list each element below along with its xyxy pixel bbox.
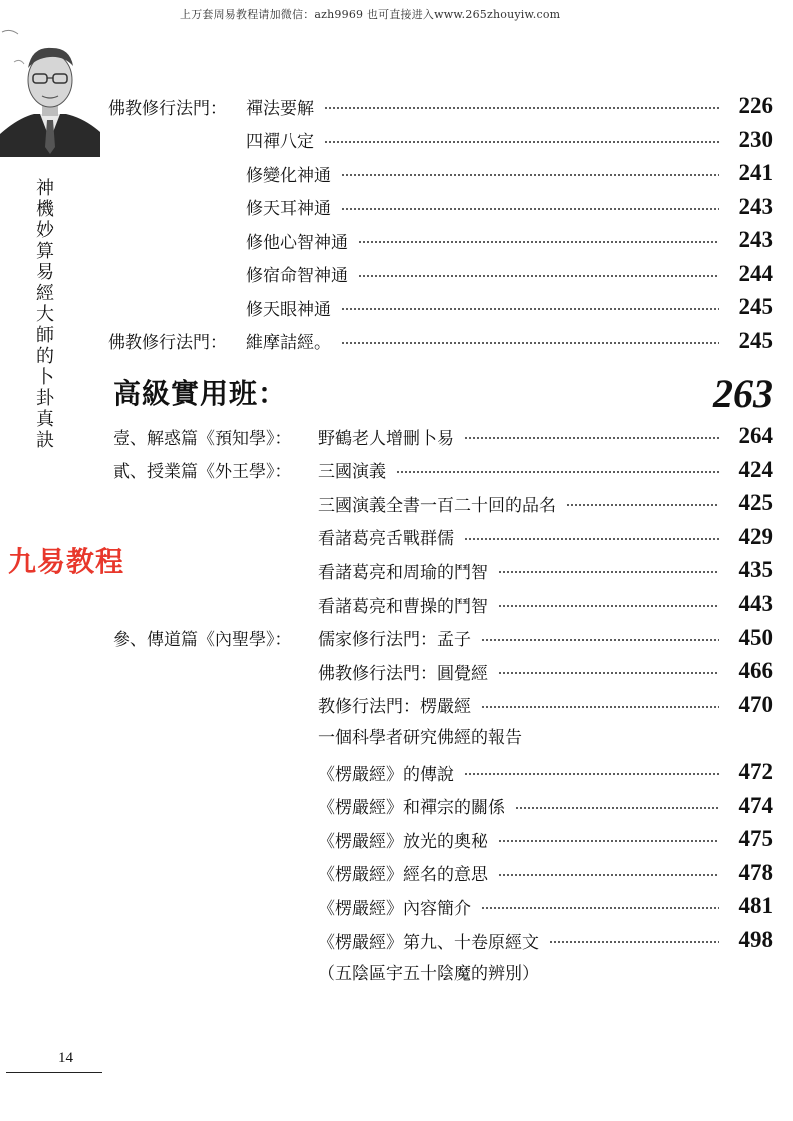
toc-entry — [318, 891, 773, 921]
toc-entry-title: 修天耳神通 — [246, 199, 331, 219]
toc-entry-prefix: 壹、解惑篇《預知學》： — [113, 428, 292, 449]
dot-leader — [341, 174, 719, 176]
toc-entry-title: 修宿命智神通 — [246, 266, 348, 286]
toc-entry-prefix: 貳、授業篇《外王學》： — [113, 462, 292, 483]
toc-entry-page: 264 — [738, 423, 773, 448]
toc-entry-title: 看諸葛亮和周瑜的鬥智 — [318, 562, 488, 583]
toc-entry-page: 466 — [738, 658, 773, 684]
toc-entry-title: 禪法要解 — [246, 98, 314, 119]
toc-entry-title: 維摩詰經。 — [246, 333, 331, 353]
toc-entry-page: 475 — [738, 826, 773, 852]
dot-leader — [396, 471, 719, 473]
toc-entry-page: 435 — [738, 557, 773, 583]
footer-rule — [6, 1072, 102, 1073]
toc-entry-title: （五陰區宇五十陰魔的辨別） — [318, 963, 539, 984]
toc-entry-title: 佛教修行法門：圓覺經 — [318, 663, 488, 684]
toc-entry — [318, 656, 773, 686]
dot-leader — [498, 840, 719, 842]
toc-entry-title: 《楞嚴經》內容簡介 — [318, 898, 471, 919]
dot-leader — [464, 773, 719, 775]
toc-entry-page: 498 — [738, 927, 773, 952]
toc-entry-title: 儒家修行法門：孟子 — [318, 630, 471, 651]
toc-entry-title: 四禪八定 — [246, 132, 314, 152]
section-page-number: 263 — [713, 371, 773, 416]
toc-entry-title: 看諸葛亮舌戰群儒 — [318, 529, 454, 550]
toc-entry-page: 424 — [738, 456, 773, 482]
page-number: 14 — [58, 1050, 73, 1066]
toc-entry-prefix: 佛教修行法門： — [108, 98, 227, 119]
dot-leader — [341, 208, 719, 210]
toc-entry-page: 470 — [738, 691, 773, 717]
toc-entry-page: 243 — [738, 227, 773, 252]
toc-entry-title: 《楞嚴經》第九、十卷原經文 — [318, 932, 539, 953]
toc-entry-title: 修天眼神通 — [246, 299, 331, 320]
dot-leader — [464, 437, 719, 439]
toc-entry-title: 《楞嚴經》經名的意思 — [318, 865, 488, 886]
watermark-text: 九易教程 — [8, 545, 125, 578]
dot-leader — [358, 275, 719, 277]
toc-entry-title: 《楞嚴經》和禪宗的關係 — [318, 798, 505, 819]
toc-entry-page: 241 — [738, 160, 773, 185]
toc-entry-title: 三國演義全書一百二十回的品名 — [318, 495, 556, 516]
toc-entry — [318, 723, 522, 753]
toc-entry-page: 226 — [738, 93, 773, 118]
toc-entry — [113, 455, 773, 485]
toc-entry — [318, 858, 773, 888]
dot-leader — [566, 504, 719, 506]
toc-entry-title: 野鶴老人增刪卜易 — [318, 428, 454, 449]
toc-entry-title: 修他心智神通 — [246, 232, 348, 253]
toc-entry — [108, 91, 773, 121]
top-banner: 上万套周易教程请加微信：azh9969 也可直接进入www.265zhouyiw.com — [180, 8, 561, 21]
toc-entry-title: 《楞嚴經》的傳說 — [318, 764, 454, 785]
toc-entry — [318, 824, 773, 854]
toc-entry — [246, 192, 773, 222]
toc-entry-prefix: 佛教修行法門： — [108, 333, 227, 353]
toc-entry-page: 481 — [738, 893, 773, 919]
toc-entry — [246, 125, 773, 155]
toc-entry-title: 一個科學者研究佛經的報告 — [318, 728, 522, 749]
toc-entry — [246, 158, 773, 188]
toc-entry-page: 450 — [738, 624, 773, 650]
toc-entry — [318, 690, 773, 720]
dot-leader — [324, 141, 719, 143]
toc-entry-page: 243 — [738, 193, 773, 219]
toc-entry — [318, 959, 539, 989]
toc-entry — [318, 925, 773, 955]
dot-leader — [341, 342, 719, 344]
toc-entry — [113, 623, 773, 653]
toc-entry-page: 425 — [738, 490, 773, 516]
toc-entry-title: 教修行法門：楞嚴經 — [318, 697, 471, 718]
toc-entry — [246, 292, 773, 322]
dot-leader — [481, 907, 719, 909]
dot-leader — [358, 241, 719, 243]
dot-leader — [341, 308, 719, 310]
dot-leader — [464, 538, 719, 540]
toc-entry-prefix: 參、傳道篇《內聖學》： — [113, 630, 292, 651]
toc-entry-page: 245 — [738, 294, 773, 319]
dot-leader — [498, 672, 719, 674]
dot-leader — [324, 107, 719, 109]
dot-leader — [498, 874, 719, 876]
author-portrait — [0, 22, 100, 157]
toc-entry — [113, 421, 773, 451]
toc-entry-page: 474 — [738, 792, 773, 818]
toc-entry-page: 245 — [738, 327, 773, 353]
toc-entry — [318, 555, 773, 585]
toc-entry-title: 看諸葛亮和曹操的鬥智 — [318, 596, 488, 617]
dot-leader — [498, 571, 719, 573]
toc-entry — [246, 225, 773, 255]
toc-entry — [318, 589, 773, 619]
toc-entry-page: 443 — [738, 591, 773, 616]
toc-entry-title: 修變化神通 — [246, 165, 331, 186]
toc-entry-title: 《楞嚴經》放光的奧秘 — [318, 831, 488, 852]
dot-leader — [481, 639, 719, 641]
toc-entry — [318, 488, 773, 518]
toc-entry — [108, 326, 773, 356]
toc-entry-page: 429 — [738, 523, 773, 549]
dot-leader — [549, 941, 719, 943]
dot-leader — [498, 605, 719, 607]
toc-entry — [318, 757, 773, 787]
toc-entry-page: 230 — [738, 126, 773, 152]
toc-entry — [246, 259, 773, 289]
toc-entry — [318, 522, 773, 552]
toc-entry — [318, 791, 773, 821]
vertical-book-title: 神機妙算易經大師的卜卦真訣 — [33, 178, 54, 451]
dot-leader — [481, 706, 719, 708]
dot-leader — [515, 807, 719, 809]
toc-entry-page: 478 — [738, 859, 773, 885]
toc-entry-page: 472 — [738, 759, 773, 784]
section-title: 高級實用班： — [113, 377, 288, 410]
portrait-image — [0, 22, 100, 157]
toc-entry-page: 244 — [738, 260, 773, 286]
toc-entry-title: 三國演義 — [318, 462, 386, 483]
